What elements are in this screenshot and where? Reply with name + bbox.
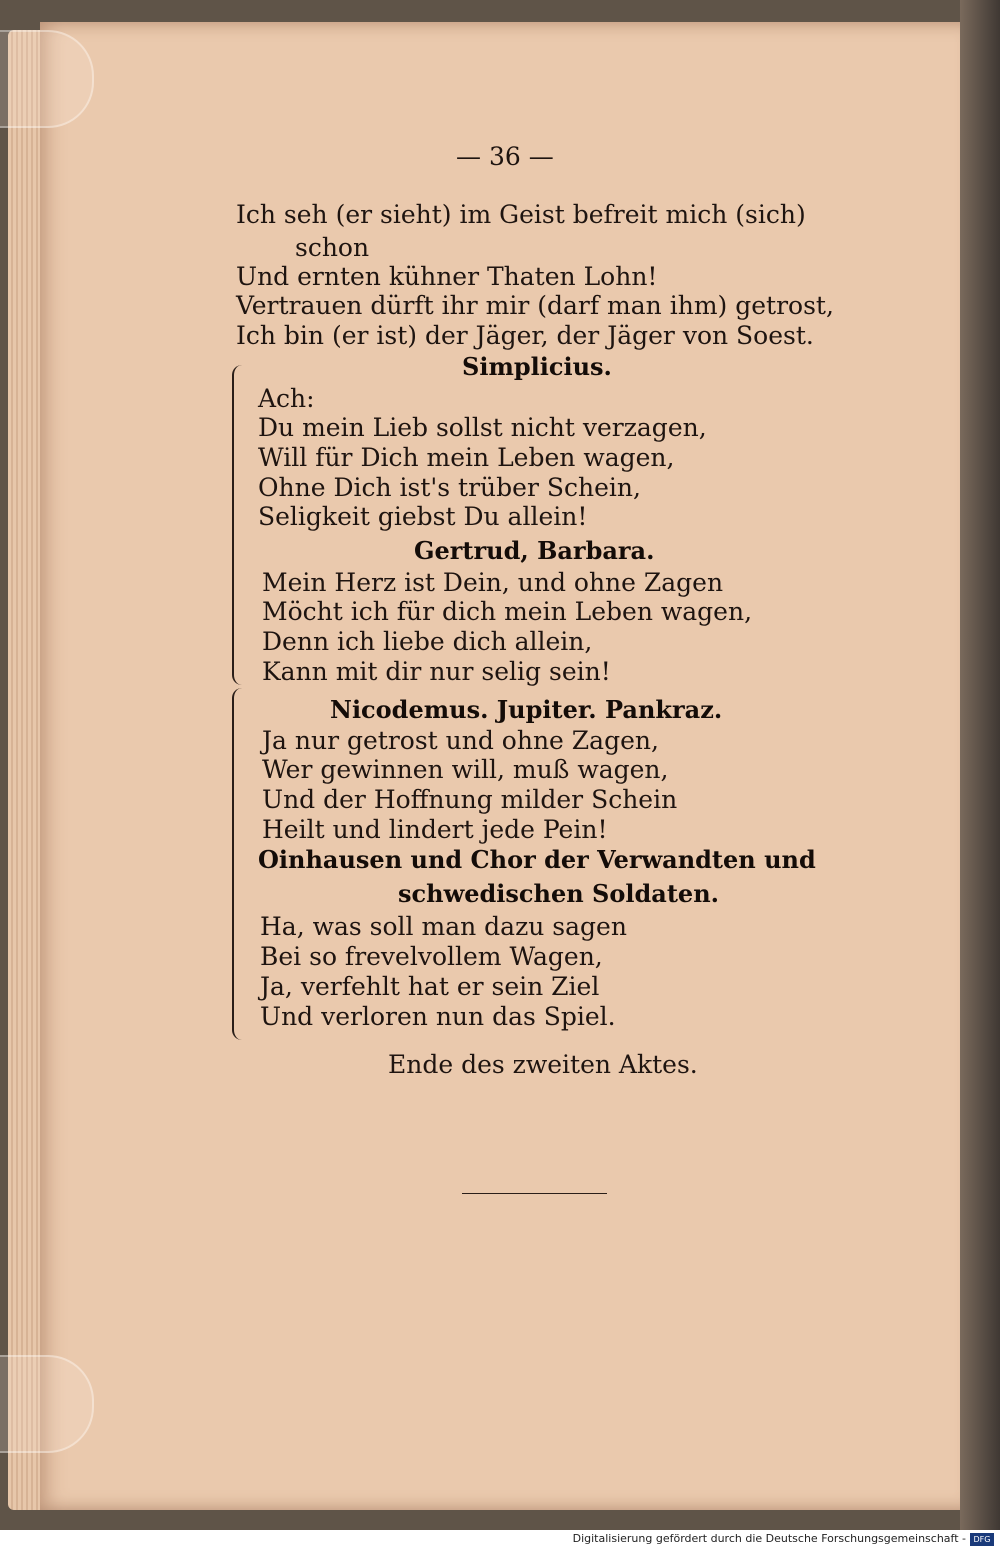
verse-line: Ha, was soll man dazu sagen <box>260 912 627 941</box>
verse-line: Möcht ich für dich mein Leben wagen, <box>262 597 753 626</box>
verse-line: Ich bin (er ist) der Jäger, der Jäger von Soest. <box>236 321 814 350</box>
verse-line: Und ernten kühner Thaten Lohn! <box>236 262 658 291</box>
end-rule <box>462 1193 607 1194</box>
footer-credit: Digitalisierung gefördert durch die Deutsche Forschungsgemeinschaft - <box>572 1532 966 1545</box>
verse-line: Du mein Lieb sollst nicht verzagen, <box>258 413 707 442</box>
verse-line: Denn ich liebe dich allein, <box>262 627 593 656</box>
speaker-heading: schwedischen Soldaten. <box>398 879 719 908</box>
page-clip-bottom <box>0 1355 94 1453</box>
speaker-heading: Simplicius. <box>462 352 612 381</box>
verse-line: Und der Hoffnung milder Schein <box>262 785 678 814</box>
verse-line: Ich seh (er sieht) im Geist befreit mich (sich) <box>236 200 806 229</box>
book-spine <box>960 0 1000 1550</box>
verse-line: Ja nur getrost und ohne Zagen, <box>262 726 659 755</box>
verse-line: Will für Dich mein Leben wagen, <box>258 443 675 472</box>
verse-line: Seligkeit giebst Du allein! <box>258 502 588 531</box>
page-clip-top <box>0 30 94 128</box>
verse-line: Kann mit dir nur selig sein! <box>262 657 611 686</box>
verse-line: schon <box>295 233 370 262</box>
verse-line: Und verloren nun das Spiel. <box>260 1002 616 1031</box>
verse-line: Ohne Dich ist's trüber Schein, <box>258 473 641 502</box>
verse-line: Ja, verfehlt hat er sein Ziel <box>260 972 600 1001</box>
verse-line: Bei so frevelvollem Wagen, <box>260 942 603 971</box>
verse-line: Heilt und lindert jede Pein! <box>262 815 608 844</box>
closing-line: Ende des zweiten Aktes. <box>388 1050 698 1079</box>
page-number: — 36 — <box>456 142 554 171</box>
verse-line: Mein Herz ist Dein, und ohne Zagen <box>262 568 724 597</box>
speaker-heading: Gertrud, Barbara. <box>414 536 655 565</box>
speaker-heading: Nicodemus. Jupiter. Pankraz. <box>330 695 723 724</box>
dfg-logo: DFG <box>970 1533 994 1546</box>
speaker-heading: Oinhausen und Chor der Verwandten und <box>258 845 816 874</box>
ensemble-brace-lower <box>232 688 248 1040</box>
verse-line: Vertrauen dürft ihr mir (darf man ihm) getrost, <box>236 291 834 320</box>
ensemble-brace-upper <box>232 365 248 685</box>
verse-line: Ach: <box>258 384 315 413</box>
verse-line: Wer gewinnen will, muß wagen, <box>262 755 669 784</box>
